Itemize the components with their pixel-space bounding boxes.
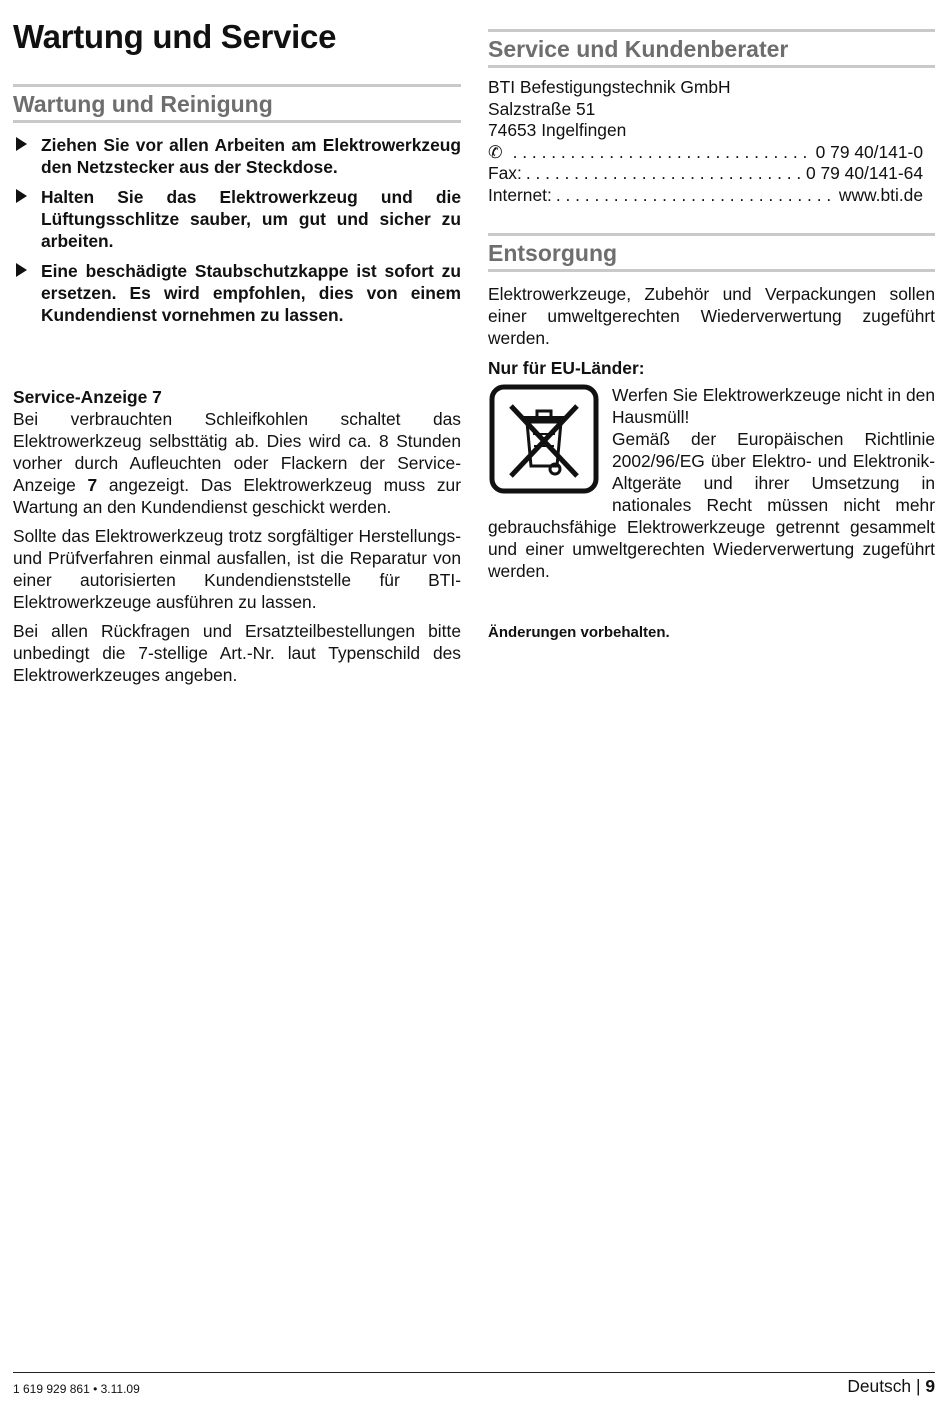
disposal-section	[488, 283, 935, 644]
city: 74653 Ingelfingen	[488, 120, 627, 141]
weee-icon-container	[488, 384, 612, 502]
section-heading-disposal	[488, 233, 935, 272]
internet-line	[488, 185, 935, 207]
internet-url: www.bti.de	[838, 184, 923, 205]
changes-reserved: Änderungen vorbehalten.	[488, 624, 670, 641]
paragraph-text: angezeigt. Das Elektrowerkzeug muss zur Wartung an den Kundendienst geschickt werden.	[13, 475, 461, 517]
service-indicator-section	[13, 386, 461, 693]
paragraph-text: Bei verbrauchten Schleifkohlen schaltet das Elektrowerkzeug selbsttätig ab. Dies wird ca. 8 Stunden vorher durch Aufleuchten oder Flackern der Service-Anzeige	[13, 409, 461, 495]
paragraph: Sollte das Elektrowerkzeug trotz sorgfältiger Herstellungs- und Prüfverfahren einmal ausfallen, ist die Reparatur von einer autorisierten Kundendienststelle für BTI-Elektrowerkzeuge ausführen zu lassen.	[13, 526, 461, 612]
phone-number: 0 79 40/141-0	[815, 141, 923, 162]
triangle-bullet-icon	[16, 189, 27, 203]
reference-number: 7	[87, 475, 98, 495]
triangle-bullet-icon	[16, 263, 27, 277]
footer-separator: |	[915, 1376, 921, 1396]
footer-page-info	[847, 1376, 935, 1397]
bullet-text: Halten Sie das Elektrowerkzeug und die Lüftungsschlitze sauber, um gut und sicher zu arbeiten.	[41, 187, 461, 251]
page-number: 9	[925, 1376, 935, 1396]
triangle-bullet-icon	[16, 137, 27, 151]
maintenance-bullets	[13, 134, 461, 334]
paragraph: Bei allen Rückfragen und Ersatzteilbestellungen bitte unbedingt die 7-stellige Art.-Nr. laut Typenschild des Elektrowerkzeuges angeben.	[13, 621, 461, 685]
paragraph	[13, 408, 461, 518]
phone-icon: ✆	[488, 141, 503, 162]
phone-line	[488, 142, 935, 164]
section-heading-text: Entsorgung	[488, 240, 618, 266]
paragraph: Gemäß der Europäischen Richtlinie 2002/96/EG über Elektro- und Elektronik-Altgeräte und ihrer Umsetzung in nationales Recht müssen nicht mehr gebrauchsfähige Elektrowerkzeuge getrennt gesammelt und einer umweltgerechten Wiederverwertung zugeführt werden.	[488, 429, 935, 581]
paragraph: Elektrowerkzeuge, Zubehör und Verpackungen sollen einer umweltgerechten Wiederverwertung zugeführt werden.	[488, 284, 935, 348]
bullet-item	[13, 260, 461, 326]
fax-label: Fax:	[488, 163, 522, 184]
section-heading-service	[488, 29, 935, 68]
street: Salzstraße 51	[488, 98, 596, 119]
leader-dots	[513, 142, 812, 164]
page-title: Wartung und Service	[13, 18, 337, 55]
leader-dots	[526, 163, 802, 185]
section-heading-text: Wartung und Reinigung	[13, 91, 273, 117]
fax-number: 0 79 40/141-64	[805, 163, 923, 184]
crossed-out-wheelie-bin-icon	[489, 384, 599, 494]
internet-label: Internet:	[488, 184, 552, 205]
section-heading-maintenance	[13, 84, 461, 123]
section-heading-text: Service und Kundenberater	[488, 36, 789, 62]
paragraph: Werfen Sie Elektrowerkzeuge nicht in den Hausmüll!	[612, 385, 935, 427]
bullet-text: Eine beschädigte Staubschutzkappe ist sofort zu ersetzen. Es wird empfohlen, dies von einem Kundendienst vornehmen zu lassen.	[41, 261, 461, 325]
leader-dots	[556, 185, 835, 207]
company-name: BTI Befestigungstechnik GmbH	[488, 77, 731, 97]
bullet-item	[13, 186, 461, 252]
fax-line	[488, 163, 935, 185]
subheading-eu-only: Nur für EU-Länder:	[488, 358, 645, 378]
bullet-item	[13, 134, 461, 178]
service-address	[488, 77, 935, 207]
subheading-service-indicator: Service-Anzeige 7	[13, 387, 162, 407]
footer-rule	[13, 1372, 935, 1373]
footer-language: Deutsch	[847, 1376, 912, 1396]
bullet-text: Ziehen Sie vor allen Arbeiten am Elektrowerkzeug den Netzstecker aus der Steckdose.	[41, 135, 461, 177]
doc-number: 1 619 929 861 • 3.11.09	[13, 1382, 140, 1396]
eu-disposal-block	[488, 384, 935, 582]
